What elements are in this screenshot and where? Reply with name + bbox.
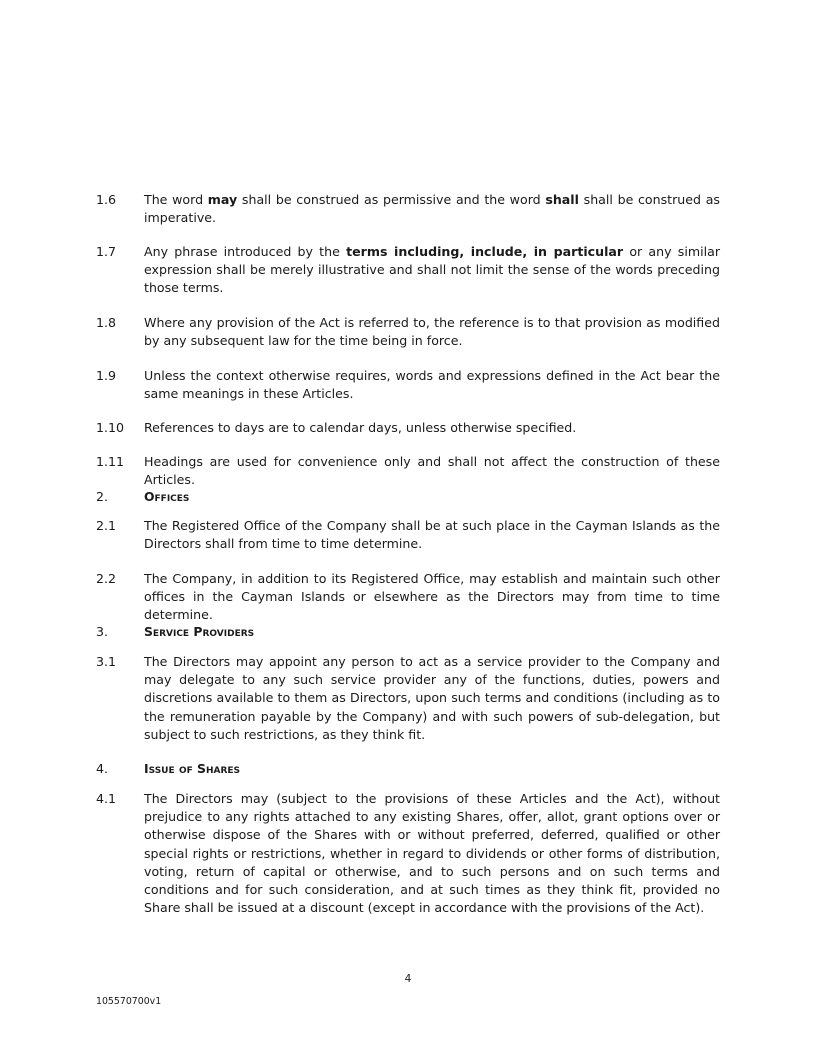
clause-1-9: [96, 367, 720, 403]
section-heading-service-providers: [96, 623, 720, 641]
clause-number: 1.9: [96, 368, 117, 383]
clause-number: 1.6: [96, 192, 117, 207]
section-heading-offices: [96, 488, 720, 506]
clause-number: 1.10: [96, 420, 125, 435]
clause-4-1: [96, 790, 720, 917]
section-title: Service Providers: [144, 624, 255, 639]
clause-text: Where any provision of the Act is referred to, the reference is to that provision as modified by any subsequent law for the time being in force.: [144, 315, 720, 349]
section-title: Offices: [144, 489, 190, 504]
clause-2-1: [96, 517, 720, 553]
defined-term: shall: [545, 192, 579, 207]
defined-term: may: [207, 192, 238, 207]
clause-1-10: [96, 419, 720, 437]
clause-text: Unless the context otherwise requires, words and expressions defined in the Act bear the same meanings in these Articles.: [144, 368, 720, 402]
clause-text: Headings are used for convenience only and shall not affect the construction of these Articles.: [144, 454, 720, 488]
clause-text: References to days are to calendar days, unless otherwise specified.: [144, 420, 577, 435]
document-id: 105570700v1: [96, 996, 162, 1007]
clause-number: 1.7: [96, 244, 117, 259]
clause-1-8: [96, 314, 720, 350]
section-number: 4.: [96, 761, 109, 776]
section-heading-issue-of-shares: [96, 760, 720, 778]
clause-number: 1.8: [96, 315, 117, 330]
clause-text: The word may shall be construed as permissive and the word shall shall be construed as imperative.: [144, 192, 720, 226]
clause-text: The Registered Office of the Company shall be at such place in the Cayman Islands as the Directors shall from time to time determine.: [144, 518, 720, 552]
clause-text: The Company, in addition to its Registered Office, may establish and maintain such other offices in the Cayman Islands or elsewhere as the Directors may from time to time determine.: [144, 571, 720, 623]
page-number: 4: [404, 973, 412, 985]
clause-number: 2.1: [96, 518, 117, 533]
section-title: Issue of Shares: [144, 761, 241, 776]
clause-1-7: [96, 243, 720, 298]
clause-1-6: [96, 191, 720, 227]
section-number: 3.: [96, 624, 109, 639]
clause-text: The Directors may (subject to the provisions of these Articles and the Act), without prejudice to any rights attached to any existing Shares, offer, allot, grant options over or otherwise dispose of the Shares with or without preferred, deferred, qualified or other special rights or restrictions, whether in regard to dividends or other forms of distribution, voting, return of capital or otherwise, and to such persons and on such terms and conditions and for such consideration, and at such times as they think fit, provided no Share shall be issued at a discount (except in accordance with the provisions of the Act).: [144, 791, 720, 916]
clause-3-1: [96, 653, 720, 744]
clause-number: 1.11: [96, 454, 125, 469]
clause-number: 4.1: [96, 791, 117, 806]
clause-2-2: [96, 570, 720, 625]
section-number: 2.: [96, 489, 109, 504]
clause-text: Any phrase introduced by the terms including, include, in particular or any similar expression shall be merely illustrative and shall not limit the sense of the words preceding those terms.: [144, 244, 721, 296]
clause-1-11: [96, 453, 720, 489]
clause-number: 2.2: [96, 571, 117, 586]
defined-term: terms including, include, in particular: [346, 244, 624, 259]
clause-number: 3.1: [96, 654, 117, 669]
clause-text: The Directors may appoint any person to act as a service provider to the Company and may delegate to any such service provider any of the functions, duties, powers and discretions available to them as Directors, upon such terms and conditions (including as to the remuneration payable by the Company) and with such powers of sub-delegation, but subject to such restrictions, as they think fit.: [144, 654, 720, 742]
